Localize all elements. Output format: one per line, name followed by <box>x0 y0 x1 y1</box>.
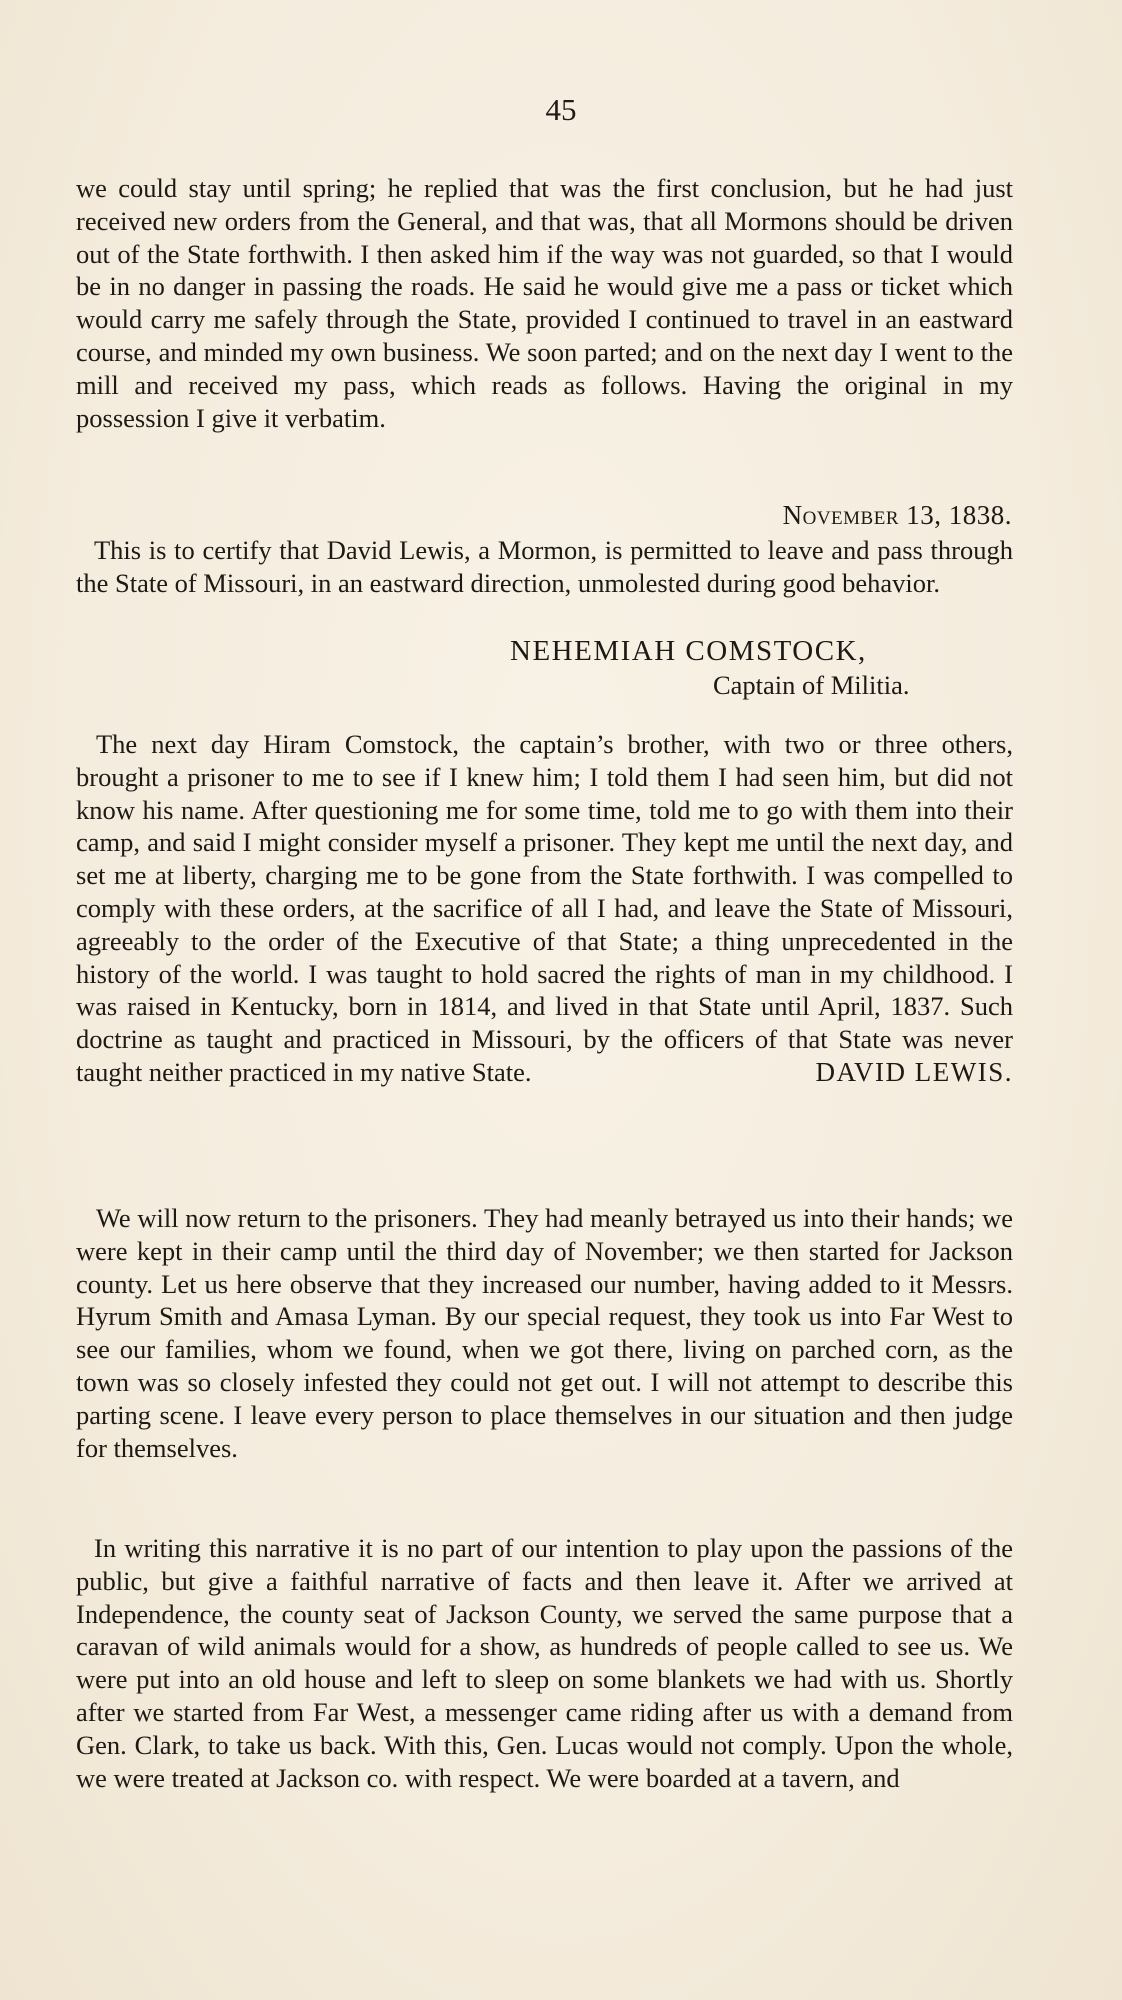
pass-date: November 13, 1838. <box>782 500 1012 530</box>
paragraph-1-block <box>76 172 1013 434</box>
paragraph-3-block <box>76 1202 1013 1464</box>
paragraph-3: We will now return to the prisoners. They had meanly betrayed us into their hands; we were kept in their camp until the third day of November; we then started for Jackson county. Let us here observe that they increased our number, having added to it Messrs. Hyrum Smith and Amasa Lyman. By our special request, they took us into Far West to see our families, whom we found, when we got there, living on parched corn, as the town was so closely infested they could not get out. I will not attempt to describe this parting scene. I leave every person to place themselves in our situation and then judge for themselves. <box>76 1203 1013 1463</box>
page-number: 45 <box>545 92 577 127</box>
pass-signer-title: Captain of Militia. <box>713 670 910 700</box>
pass-body: This is to certify that David Lewis, a Mormon, is permitted to leave and pass through the State of Missouri, in an eastward direction, unmolested during good behavior. <box>76 535 1013 598</box>
paragraph-4: In writing this narrative it is no part of our intention to play upon the passions of the public, but give a faithful narrative of facts and then leave it. After we arrived at Independence, the county seat of Jackson County, we served the same purpose that a caravan of wild animals would for a show, as hundreds of people called to see us. We were put into an old house and left to sleep on some blankets we had with us. Shortly after we started from Far West, a messenger came riding after us with a demand from Gen. Clark, to take us back. With this, Gen. Lucas would not comply. Upon the whole, we were treated at Jackson co. with respect. We were boarded at a tavern, and <box>76 1533 1013 1793</box>
pass-body-block <box>76 534 1013 600</box>
pass-signer: NEHEMIAH COMSTOCK, <box>510 635 867 667</box>
paragraph-1: we could stay until spring; he replied that was the first conclusion, but he had just received new orders from the General, and that was, that all Mormons should be driven out of the State forthwith. I then asked him if the way was not guarded, so that I would be in no danger in passing the roads. He said he would give me a pass or ticket which would carry me safely through the State, provided I continued to travel in an eastward course, and minded my own business. We soon parted; and on the next day I went to the mill and received my pass, which reads as follows. Having the original in my possession I give it verbatim. <box>76 173 1013 433</box>
david-lewis-signature: DAVID LEWIS. <box>815 1056 1013 1087</box>
paragraph-2-text: The next day Hiram Comstock, the captain’s brother, with two or three others, brought a prisoner to me to see if I knew him; I told them I had seen him, but did not know his name. After questioning me for some time, told me to go with them into their camp, and said I might consider myself a prisoner. They kept me until the next day, and set me at liberty, charging me to be gone from the State forthwith. I was compelled to comply with these orders, at the sacrifice of all I had, and leave the State of Missouri, agreeably to the order of the Executive of that State; a thing unprecedented in the history of the world. I was taught to hold sacred the rights of man in my childhood. I was raised in Kentucky, born in 1814, and lived in that State until April, 1837. Such doctrine as taught and practiced in Missouri, by the officers of that State was never taught neither practiced in my native State. <box>76 729 1013 1087</box>
paragraph-4-block <box>76 1532 1013 1794</box>
paragraph-2 <box>76 728 1013 1089</box>
paragraph-2-block <box>76 728 1013 1089</box>
